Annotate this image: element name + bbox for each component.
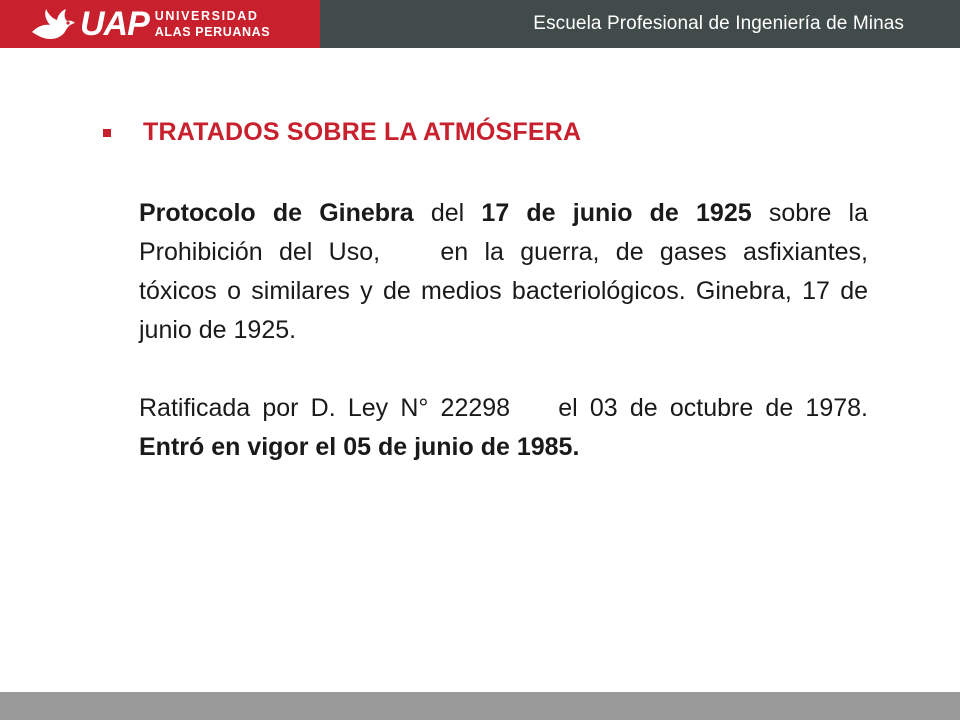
logo-abbreviation: UAP [80, 5, 149, 43]
school-name: Escuela Profesional de Ingeniería de Minas [533, 13, 904, 34]
protocol-text-rest: en la guerra, de gases asfixiantes, tóxicos o similares y de medios bacteriológicos. Ginebra, 17 de junio de 1925. [139, 238, 869, 344]
protocol-date: 17 de junio de 1925 [481, 199, 752, 227]
ratification-law: Ratificada por D. Ley N° 22298 [139, 394, 511, 422]
slide-heading: TRATADOS SOBRE LA ATMÓSFERA [143, 118, 582, 146]
logo-line-universidad: UNIVERSIDAD [154, 9, 259, 23]
entry-into-force: Entró en vigor el 05 de junio de 1985. [139, 433, 580, 461]
ratification-paragraph [139, 389, 868, 467]
heading-row [103, 118, 581, 147]
red-square-bullet-icon [103, 129, 111, 137]
protocol-text-del: del [413, 199, 482, 227]
protocol-text-sobre: sobre la Prohibición del Uso, [139, 199, 869, 266]
protocol-paragraph [139, 194, 868, 350]
ratification-date: el 03 de octubre de 1978. [546, 394, 868, 422]
footer-bar [0, 692, 960, 720]
protocol-name: Protocolo de Ginebra [139, 199, 414, 227]
logo-line-alas-peruanas: ALAS PERUANAS [154, 24, 271, 39]
